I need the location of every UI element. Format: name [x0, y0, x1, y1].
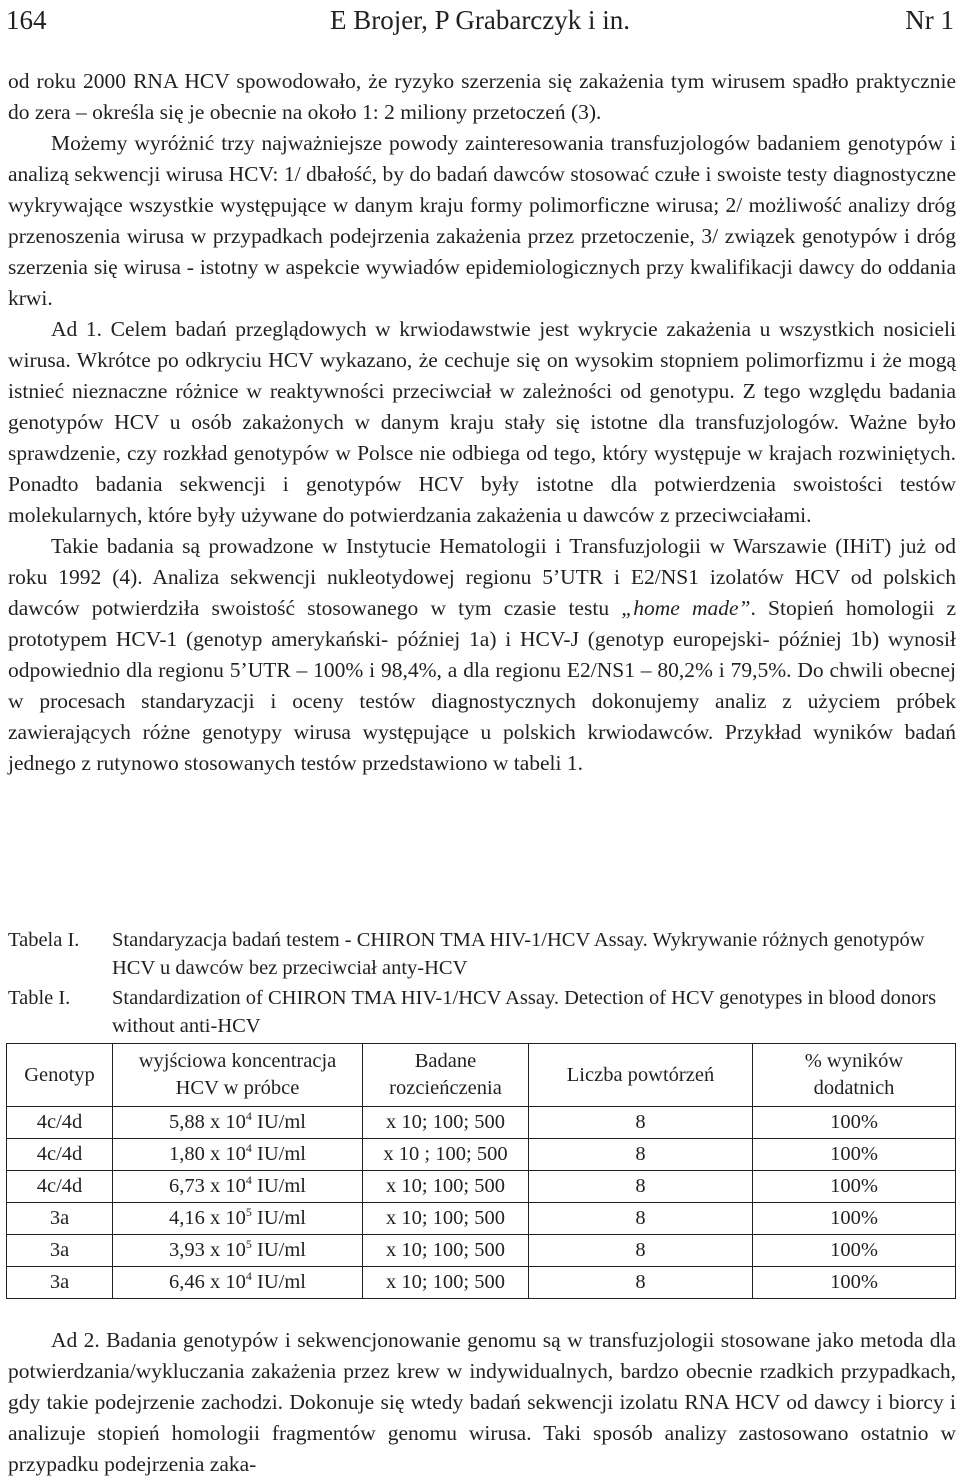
article-body-continued — [8, 1325, 956, 1480]
caption-label-pl: Tabela I. — [8, 929, 80, 951]
paragraph-ihit-part2: . Stopień homologii z prototypem HCV-1 (genotyp amerykański- później 1a) i HCV-J (genotyp europejski- później 1b) wynosił odpowiednio dla regionu 5’UTR – 100% i 98,4%, a dla regionu E2/NS1 – 80,2% i 79,5%. Do chwili obecnej w procesach standaryzacji i oceny testów diagnostycznych dokonujemy analiz z użyciem próbek zawierających różne genotypy wirusa występujące u polskich krwiodawców. Przykład wyników badań jednego z rutynowo stosowanych testów przedstawiono w tabeli 1. — [8, 596, 957, 775]
cell-concentration: 1,80 x $10^4$ IU/ml — [113, 1139, 363, 1171]
cell-concentration: 5,88 x $10^4$ IU/ml — [113, 1107, 363, 1139]
cell-percent-positive: 100% — [753, 1139, 956, 1171]
cell-dilutions: x 10; 100; 500 — [363, 1107, 529, 1139]
header-concentration: wyjściowa koncentracja HCV w próbce — [113, 1044, 363, 1107]
header-replicates: Liczba powtórzeń — [529, 1044, 753, 1107]
issue-number: Nr 1 — [905, 5, 954, 35]
table-header-row — [7, 1044, 956, 1107]
cell-dilutions: x 10; 100; 500 — [363, 1171, 529, 1203]
cell-replicates: 8 — [529, 1107, 753, 1139]
table-row — [7, 1139, 956, 1171]
header-dilutions: Badane rozcieńczenia — [363, 1044, 529, 1107]
paragraph-ad1: Ad 1. Celem badań przeglądowych w krwiodawstwie jest wykrycie zakażenia u wszystkich nosicieli wirusa. Wkrótce po odkryciu HCV wykazano, że cechuje się on wysokim stopniem polimorfizmu i że mogą istnieć nieznaczne różnice w reaktywności przeciwciał w zależności od genotypu. Z tego względu badania genotypów HCV u osób zakażonych w danym kraju stały się istotne dla transfuzjologów. Ważne było sprawdzenie, czy rozkład genotypów w Polsce nie odbiega od tego, który występuje w krajach rozwiniętych. Ponadto badania sekwencji i genotypów HCV były istotne dla potwierdzenia swoistości testów molekularnych, które były używane do potwierdzania zakażenia u dawców z przeciwciałami. — [8, 317, 956, 527]
paragraph-ihit — [8, 531, 956, 779]
running-header — [6, 0, 954, 40]
cell-percent-positive: 100% — [753, 1107, 956, 1139]
cell-replicates: 8 — [529, 1267, 753, 1299]
paragraph-ihit-part1: Takie badania są prowadzone w Instytucie Hematologii i Transfuzjologii w Warszawie (IHiT) już od roku 1992 (4). Analiza sekwencji nukleotydowej regionu 5’UTR i E2/NS1 izolatów HCV od polskich dawców potwierdziła swoistość stosowanego w tym czasie testu — [8, 534, 956, 620]
table-row — [7, 1203, 956, 1235]
caption-text-pl: Standaryzacja badań testem - CHIRON TMA HIV-1/HCV Assay. Wykrywanie różnych genotypów HCV u dawców bez przeciwciał anty-HCV — [112, 929, 925, 979]
table-caption-pl — [8, 926, 960, 982]
cell-replicates: 8 — [529, 1139, 753, 1171]
home-made-term: „home made” — [621, 596, 751, 620]
cell-genotype: 4c/4d — [7, 1139, 113, 1171]
cell-percent-positive: 100% — [753, 1171, 956, 1203]
cell-genotype: 3a — [7, 1203, 113, 1235]
results-table-wrapper — [6, 1043, 956, 1299]
cell-percent-positive: 100% — [753, 1203, 956, 1235]
cell-replicates: 8 — [529, 1171, 753, 1203]
cell-genotype: 4c/4d — [7, 1107, 113, 1139]
cell-dilutions: x 10 ; 100; 500 — [363, 1139, 529, 1171]
caption-text-en: Standardization of CHIRON TMA HIV-1/HCV Assay. Detection of HCV genotypes in blood donors without anti-HCV — [112, 987, 937, 1037]
paragraph-continued: od roku 2000 RNA HCV spowodowało, że ryzyko szerzenia się zakażenia tym wirusem spadło praktycznie do zera – określa się je obecnie na około 1: 2 miliony przetoczeń (3). — [8, 69, 956, 124]
cell-percent-positive: 100% — [753, 1235, 956, 1267]
paragraph-reasons: Możemy wyróżnić trzy najważniejsze powody zainteresowania transfuzjologów badaniem genotypów i analizą sekwencji wirusa HCV: 1/ dbałość, by do badań dawców stosować czułe i swoiste testy diagnostyczne wykrywające wszystkie występujące w danym kraju formy polimorficzne wirusa; 2/ możliwość analizy dróg przenoszenia wirusa w przypadkach podejrzenia zakażenia przez przetoczenie, 3/ związek genotypów i dróg szerzenia się wirusa - istotny w aspekcie wywiadów epidemiologicznych przy kwalifikacji dawcy do oddania krwi. — [8, 131, 956, 310]
table-row — [7, 1107, 956, 1139]
article-body — [8, 66, 956, 779]
cell-dilutions: x 10; 100; 500 — [363, 1203, 529, 1235]
cell-concentration: 4,16 x $10^5$ IU/ml — [113, 1203, 363, 1235]
cell-replicates: 8 — [529, 1235, 753, 1267]
table-row — [7, 1267, 956, 1299]
table-row — [7, 1235, 956, 1267]
results-table — [6, 1043, 956, 1299]
page-number: 164 — [6, 5, 47, 35]
cell-concentration: 6,46 x $10^4$ IU/ml — [113, 1267, 363, 1299]
cell-replicates: 8 — [529, 1203, 753, 1235]
cell-percent-positive: 100% — [753, 1267, 956, 1299]
cell-dilutions: x 10; 100; 500 — [363, 1235, 529, 1267]
cell-genotype: 4c/4d — [7, 1171, 113, 1203]
cell-dilutions: x 10; 100; 500 — [363, 1267, 529, 1299]
running-authors: E Brojer, P Grabarczyk i in. — [329, 5, 631, 35]
header-percent-positive: % wyników dodatnich — [753, 1044, 956, 1107]
cell-genotype: 3a — [7, 1235, 113, 1267]
paragraph-ad2: Ad 2. Badania genotypów i sekwencjonowanie genomu są w transfuzjologii stosowane jako metoda dla potwierdzania/wykluczania zakażenia przez krew w indywidualnych, bardzo obecnie rzadkich przypadkach, gdy takie podejrzenie zachodzi. Dokonuje się wtedy badań sekwencji izolatu RNA HCV od dawcy i biorcy i analizuje stopień homologii fragmentów genomu wirusa. Taki sposób analizy zastosowano ostatnio w przypadku podejrzenia zaka- — [8, 1328, 956, 1476]
table-row — [7, 1171, 956, 1203]
header-genotype: Genotyp — [7, 1044, 113, 1107]
table-caption-en — [8, 984, 960, 1040]
cell-concentration: 3,93 x $10^5$ IU/ml — [113, 1235, 363, 1267]
caption-label-en: Table I. — [8, 987, 71, 1009]
cell-genotype: 3a — [7, 1267, 113, 1299]
cell-concentration: 6,73 x $10^4$ IU/ml — [113, 1171, 363, 1203]
